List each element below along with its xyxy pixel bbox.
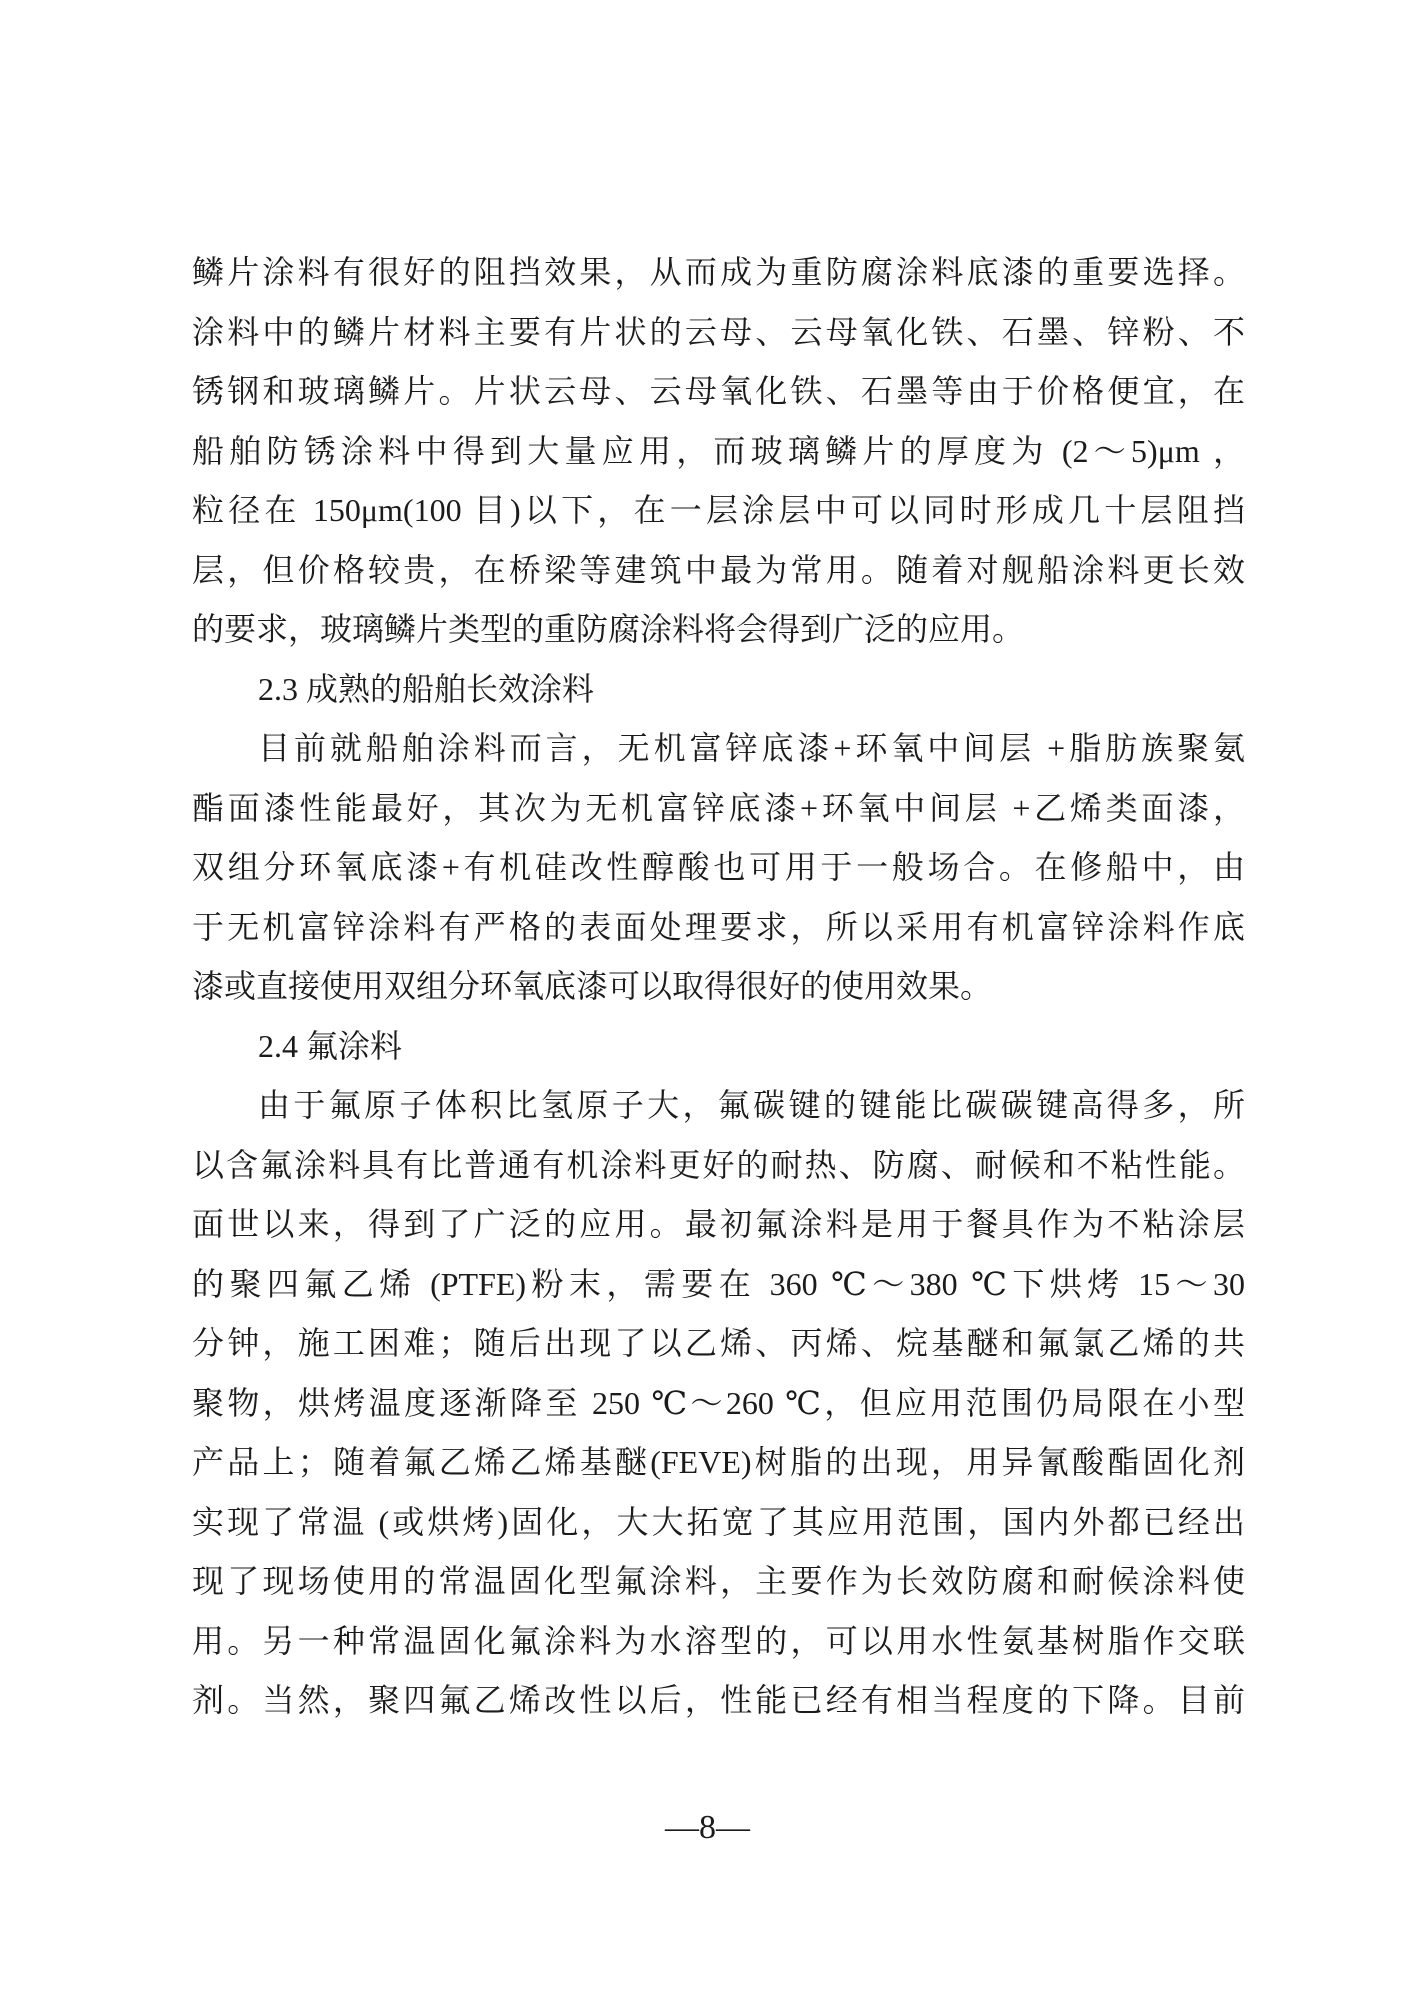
text-line: 锈钢和玻璃鳞片。片状云母、云母氧化铁、石墨等由于价格便宜，在 [192,373,1245,409]
text-line: 实现了常温 (或烘烤)固化，大大拓宽了其应用范围，国内外都已经出 [192,1503,1245,1540]
text-line: 用。另一种常温固化氟涂料为水溶型的，可以用水性氨基树脂作交联 [192,1622,1245,1659]
text-line: 分钟，施工困难；随后出现了以乙烯、丙烯、烷基醚和氟氯乙烯的共 [192,1325,1245,1361]
text-line: 的聚四氟乙烯 (PTFE)粉末，需要在 360 ℃～380 ℃下烘烤 15～30 [192,1265,1245,1302]
text-line: 于无机富锌涂料有严格的表面处理要求，所以采用有机富锌涂料作底 [192,908,1245,945]
text-line: 鳞片涂料有很好的阻挡效果，从而成为重防腐涂料底漆的重要选择。 [192,254,1245,290]
text-line: 目前就船舶涂料而言，无机富锌底漆+环氧中间层 +脂肪族聚氨 [258,730,1245,766]
text-line: 以含氟涂料具有比普通有机涂料更好的耐热、防腐、耐候和不粘性能。 [192,1146,1245,1183]
text-line: 聚物，烘烤温度逐渐降至 250 ℃～260 ℃，但应用范围仍局限在小型 [192,1384,1245,1421]
text-block [192,243,1245,1731]
text-line: 现了现场使用的常温固化型氟涂料，主要作为长效防腐和耐候涂料使 [192,1563,1245,1599]
text-line: 涂料中的鳞片材料主要有片状的云母、云母氧化铁、石墨、锌粉、不 [192,313,1245,350]
text-line: 剂。当然，聚四氟乙烯改性以后，性能已经有相当程度的下降。目前 [192,1682,1245,1718]
section-heading: 2.4 氟涂料 [258,1027,403,1064]
text-line: 酯面漆性能最好，其次为无机富锌底漆+环氧中间层 +乙烯类面漆， [192,789,1245,826]
text-line: 层，但价格较贵，在桥梁等建筑中最为常用。随着对舰船涂料更长效 [192,551,1245,588]
text-line: 船舶防锈涂料中得到大量应用，而玻璃鳞片的厚度为 (2～5)μm ， [192,432,1245,469]
section-heading: 2.3 成熟的船舶长效涂料 [258,670,595,707]
text-line: 面世以来，得到了广泛的应用。最初氟涂料是用于餐具作为不粘涂层 [192,1206,1245,1242]
text-line: 双组分环氧底漆+有机硅改性醇酸也可用于一般场合。在修船中，由 [192,849,1245,885]
text-line: 产品上；随着氟乙烯乙烯基醚(FEVE)树脂的出现，用异氰酸酯固化剂 [192,1444,1245,1480]
text-line: 漆或直接使用双组分环氧底漆可以取得很好的使用效果。 [192,968,993,1004]
page-number: —8— [665,1809,750,1846]
text-line: 由于氟原子体积比氢原子大，氟碳键的键能比碳碳键高得多，所 [258,1087,1245,1123]
text-line: 的要求，玻璃鳞片类型的重防腐涂料将会得到广泛的应用。 [192,611,1025,647]
text-line: 粒径在 150μm(100 目)以下，在一层涂层中可以同时形成几十层阻挡 [192,492,1245,528]
